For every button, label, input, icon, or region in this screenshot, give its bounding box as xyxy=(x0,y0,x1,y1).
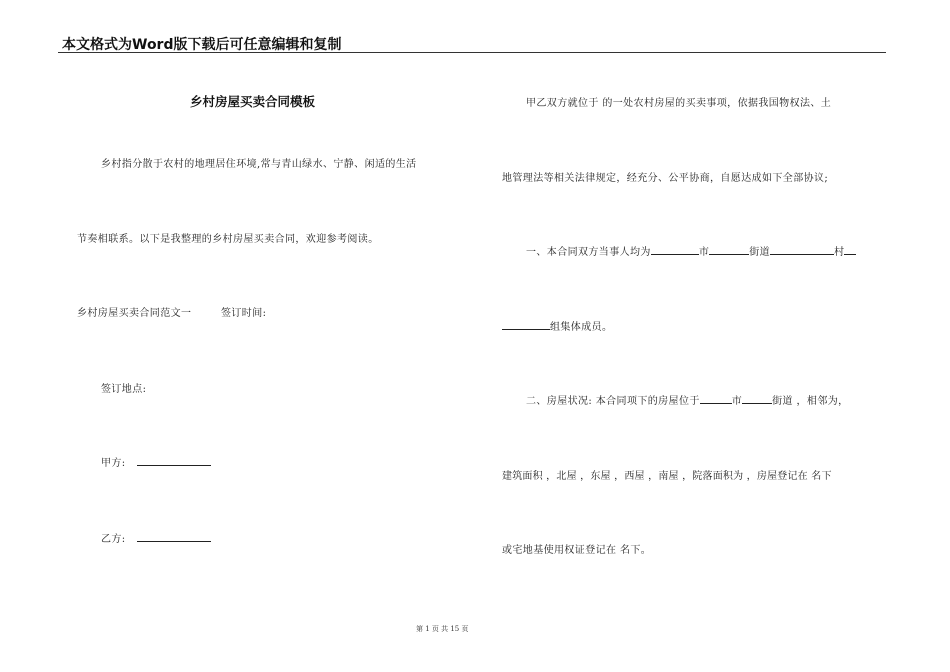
clause-2-city: 市 xyxy=(731,396,743,407)
clause-2-line-1 xyxy=(526,392,849,407)
sample-heading: 乡村房屋买卖合同范文一 xyxy=(77,308,192,319)
party-b-label: 乙方: xyxy=(101,534,126,545)
clause-1-village: 村 xyxy=(834,247,845,258)
clause-1-blank-city xyxy=(651,244,699,255)
clause-2-blank-city xyxy=(700,393,732,404)
clause-1-blank-street xyxy=(709,244,749,255)
sign-time-label: 签订时间: xyxy=(221,308,267,319)
party-a-row xyxy=(101,454,211,469)
clause-1-suffix: 组集体成员。 xyxy=(550,322,613,333)
clause-2-street: 街道 ，相邻为， xyxy=(772,396,849,407)
document-title: 乡村房屋买卖合同模板 xyxy=(190,94,316,109)
clause-1-line-1 xyxy=(526,243,856,258)
clause-1-street: 街道 xyxy=(749,247,771,258)
clause-2-prefix: 二、房屋状况: 本合同项下的房屋位于 xyxy=(526,396,700,407)
clause-2-line-2: 建筑面积 ，北屋 ，东屋 ，西屋 ，南屋 ，院落面积为 ，房屋登记在 名下 xyxy=(502,471,832,482)
clause-1-city: 市 xyxy=(698,247,710,258)
clause-2-line-3: 或宅地基使用权证登记在 名下。 xyxy=(502,545,652,556)
sample-heading-row xyxy=(77,304,266,319)
party-a-blank xyxy=(137,455,211,466)
intro-paragraph-line-1: 乡村指分散于农村的地理居住环境,常与青山绿水、宁静、闲适的生活 xyxy=(101,159,417,170)
clause-1-line-2 xyxy=(502,318,612,333)
party-b-blank xyxy=(137,531,211,542)
party-b-row xyxy=(101,530,211,545)
header-divider xyxy=(58,52,886,53)
document-header-title: 本文格式为Word版下载后可任意编辑和复制 xyxy=(62,37,342,53)
intro-clause-line-2: 地管理法等相关法律规定，经充分、公平协商，自愿达成如下全部协议; xyxy=(502,173,829,184)
clause-1-blank-village xyxy=(770,244,834,255)
intro-clause-line-1: 甲乙双方就位于 的一处农村房屋的买卖事项，依据我国物权法、土 xyxy=(526,98,832,109)
intro-paragraph-line-2: 节奏相联系。以下是我整理的乡村房屋买卖合同，欢迎参考阅读。 xyxy=(77,234,379,245)
clause-1-blank-group xyxy=(502,319,550,330)
sign-place-label: 签订地点: xyxy=(101,384,147,395)
clause-2-blank-street xyxy=(742,393,772,404)
clause-1-blank-end xyxy=(844,244,856,255)
party-a-label: 甲方: xyxy=(101,458,126,469)
page-number: 第 1 页 共 15 页 xyxy=(416,625,469,633)
clause-1-prefix: 一、本合同双方当事人均为 xyxy=(526,247,651,258)
